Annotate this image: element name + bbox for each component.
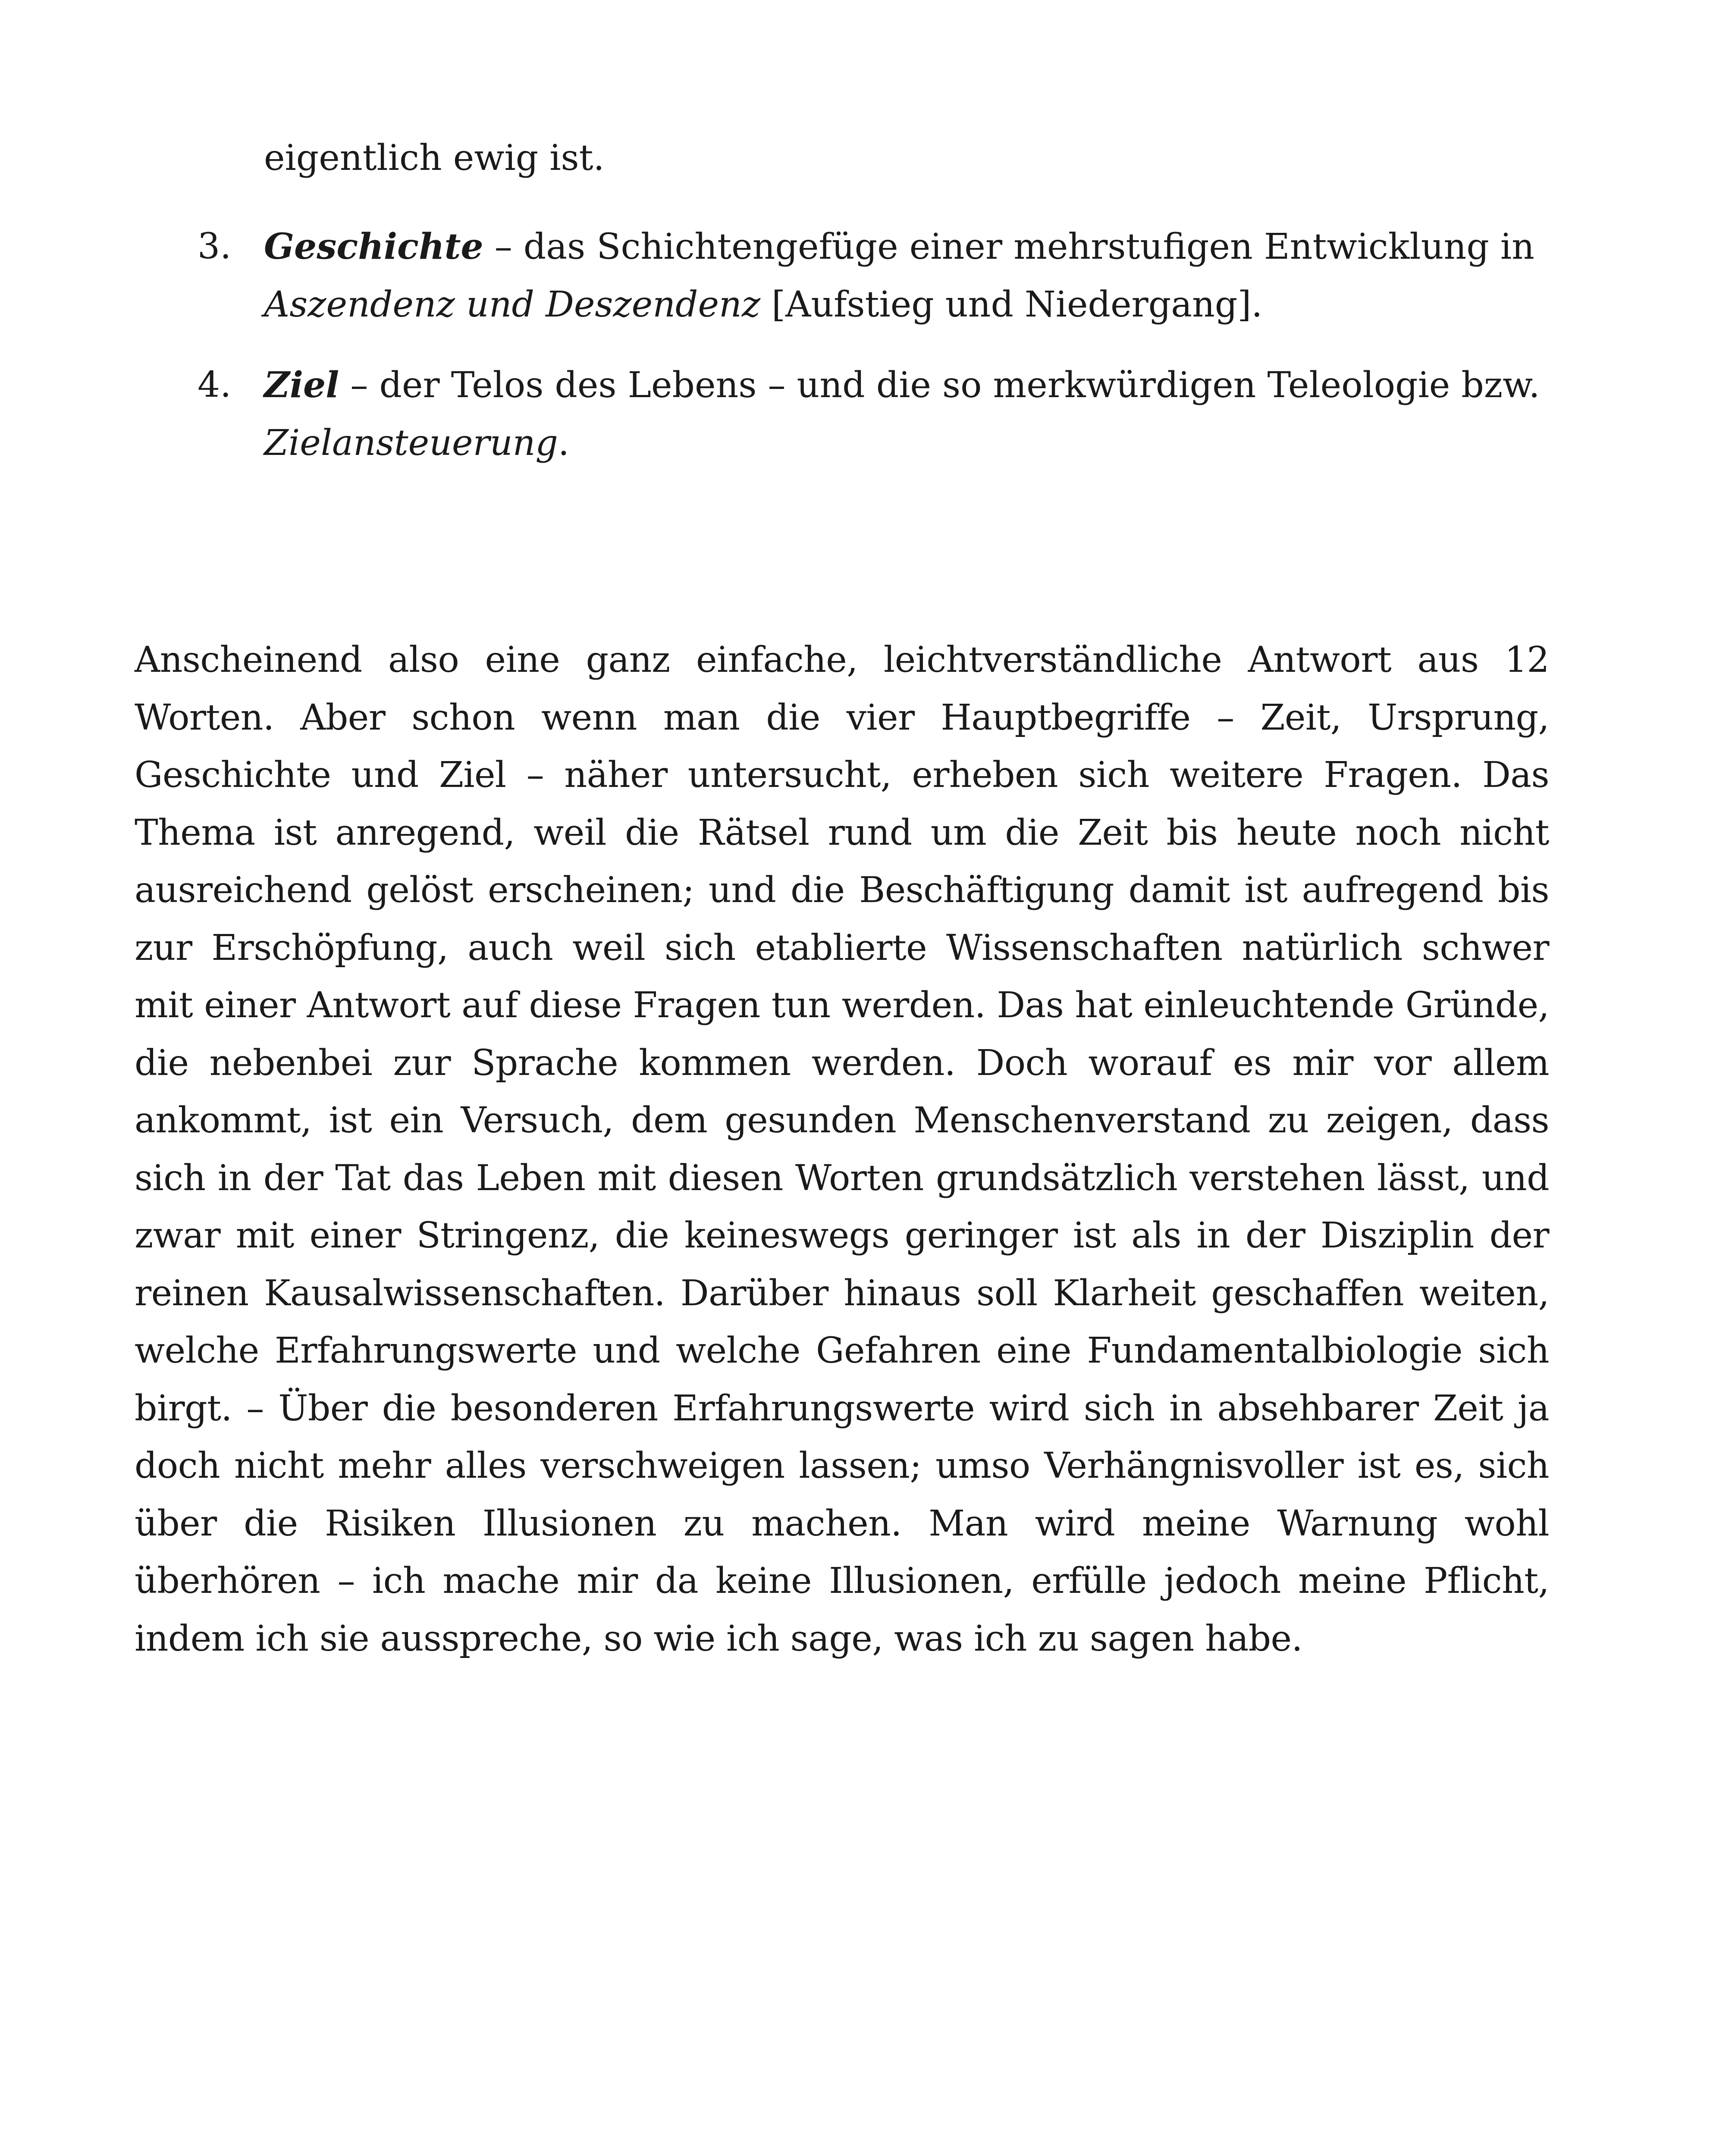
list-item-3 [0, 218, 1732, 334]
list-text: – das Schichtengefüge einer mehrstufigen Entwicklung in [483, 226, 1534, 267]
list-text: – der Telos des Lebens – und die so merkwürdigen Teleologie bzw. [339, 365, 1540, 406]
list-term: Geschichte [264, 226, 483, 267]
list-text-end: . [558, 423, 569, 464]
list-italic-text: Zielansteuerung [264, 423, 558, 464]
list-number: 3. [198, 226, 232, 267]
numbered-list [0, 218, 1732, 495]
list-item-body [264, 356, 1558, 472]
body-paragraph: Anscheinend also eine ganz einfache, leichtverständliche Antwort aus 12 Worten. Aber schon wenn man die vier Hauptbegriffe – Zeit, Ursprung, Geschichte und Ziel – näher untersucht, erheben sich weitere Fragen. Das Thema ist anregend, weil die Rätsel rund um die Zeit bis heute noch nicht ausreichend gelöst erscheinen; und die Beschäftigung damit ist aufregend bis zur Erschöpfung, auch weil sich etablierte Wissenschaften natürlich schwer mit einer Antwort auf diese Fragen tun werden. Das hat einleuchtende Gründe, die nebenbei zur Sprache kommen werden. Doch worauf es mir vor allem ankommt, ist ein Versuch, dem gesunden Menschenverstand zu zeigen, dass sich in der Tat das Leben mit diesen Worten grundsätzlich verstehen lässt, und zwar mit einer Stringenz, die keineswegs geringer ist als in der Disziplin der reinen Kausalwissenschaften. Darüber hinaus soll Klarheit geschaffen weiten, welche Erfahrungswerte und welche Gefahren eine Fundamentalbiologie sich birgt. – Über die besonderen Erfahrungswerte wird sich in absehbarer Zeit ja doch nicht mehr alles verschweigen lassen; umso Verhängnisvoller ist es, sich über die Risiken Illusionen zu machen. Man wird meine Warnung wohl überhören – ich mache mir da keine Illusionen, erfülle jedoch meine Pflicht, indem ich sie ausspreche, so wie ich sage, was ich zu sagen habe. [135, 639, 1549, 1659]
continuation-line: eigentlich ewig ist. [264, 138, 605, 179]
list-text-end: [Aufstieg und Niedergang]. [760, 284, 1263, 325]
list-term: Ziel [264, 364, 339, 406]
list-italic-text: Aszendenz und Deszendenz [264, 284, 761, 325]
list-number: 4. [198, 364, 232, 405]
list-item-body [264, 218, 1558, 334]
list-item-4 [0, 356, 1732, 472]
